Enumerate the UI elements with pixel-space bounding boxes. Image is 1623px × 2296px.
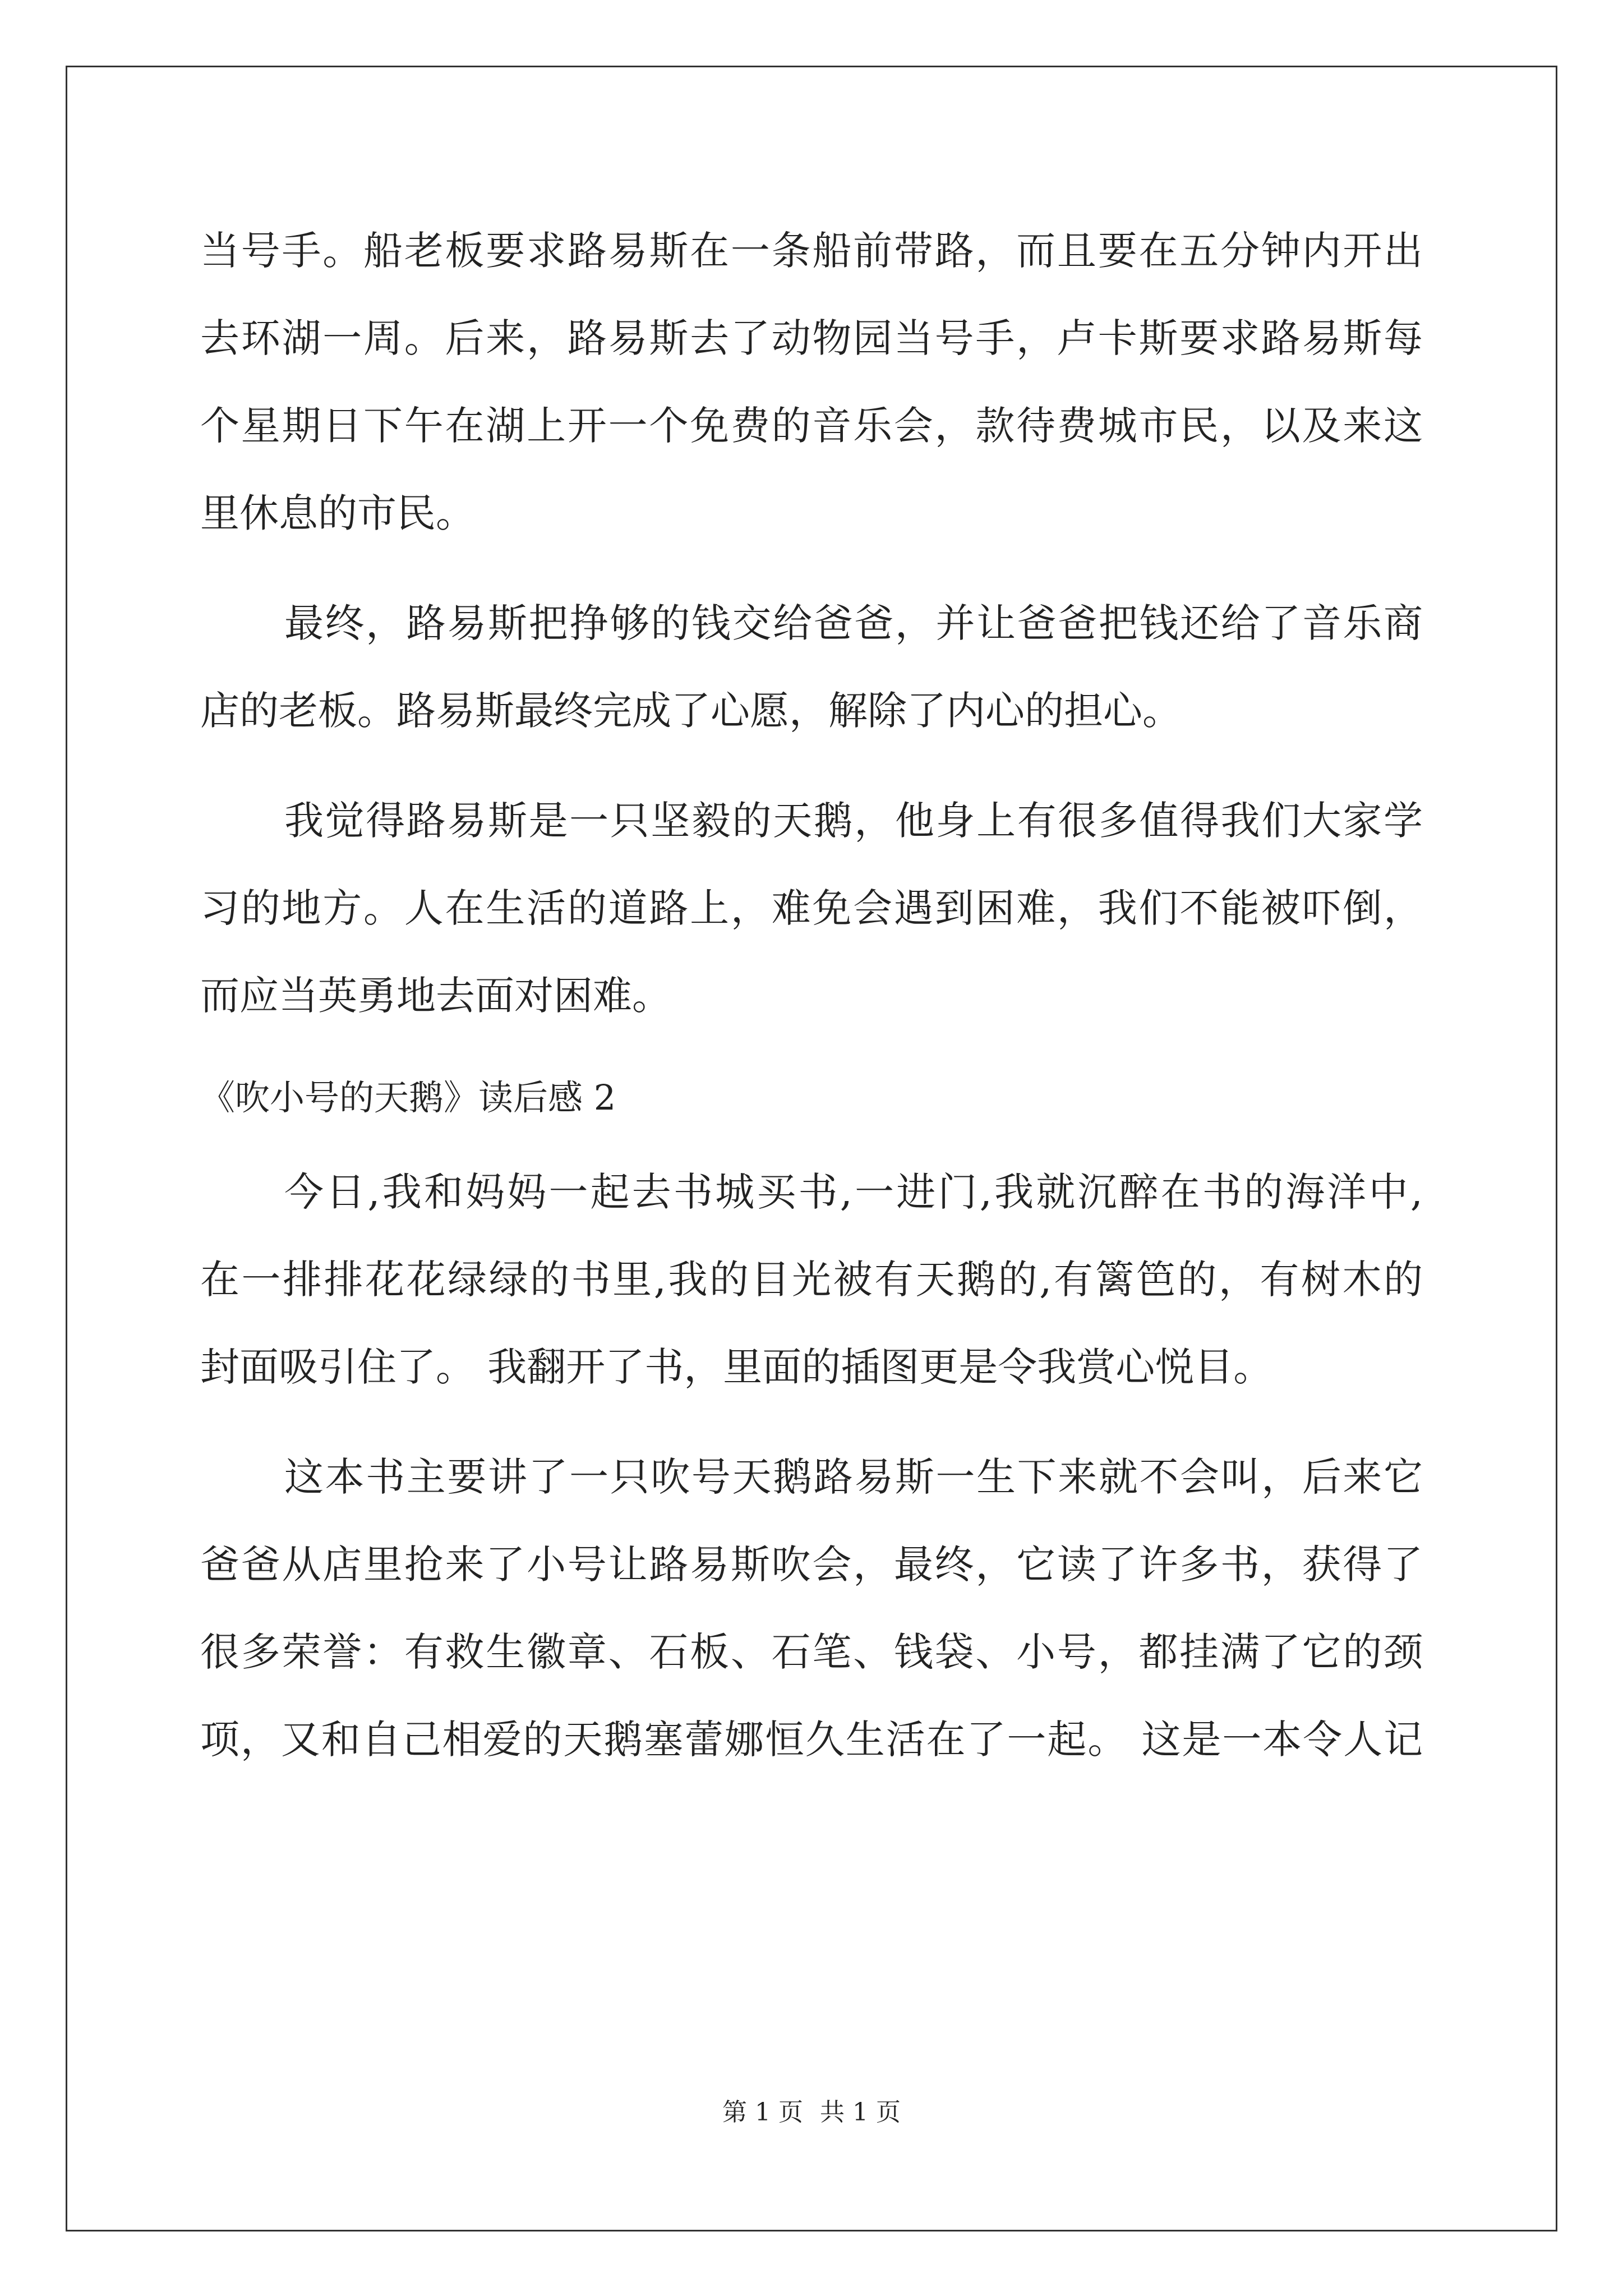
page-footer <box>0 2097 1623 2128</box>
text-line: 项，又和自己相爱的天鹅塞蕾娜恒久生活在了一起。 这是一本令人记 <box>200 1717 1423 1763</box>
paragraph-start-line: 最终，路易斯把挣够的钱交给爸爸，并让爸爸把钱还给了音乐商 <box>284 600 1423 646</box>
text-line: 去环湖一周。后来，路易斯去了动物园当号手，卢卡斯要求路易斯每 <box>200 315 1423 361</box>
text-line: 在一排排花花绿绿的书里,我的目光被有天鹅的,有篱笆的，有树木的 <box>200 1257 1423 1303</box>
page-total: 共 1 页 <box>820 2098 901 2127</box>
text-line: 店的老板。路易斯最终完成了心愿，解除了内心的担心。 <box>200 688 1182 734</box>
page-border <box>66 66 1557 2231</box>
paragraph-start-line: 这本书主要讲了一只吹号天鹅路易斯一生下来就不会叫，后来它 <box>284 1454 1423 1500</box>
text-line: 封面吸引住了。 我翻开了书，里面的插图更是令我赏心悦目。 <box>200 1344 1273 1390</box>
text-line: 习的地方。人在生活的道路上，难免会遇到困难，我们不能被吓倒， <box>200 885 1423 931</box>
page-number: 第 1 页 <box>722 2098 803 2127</box>
paragraph-start-line: 今日,我和妈妈一起去书城买书,一进门,我就沉醉在书的海洋中, <box>284 1169 1423 1215</box>
text-line: 爸爸从店里抢来了小号让路易斯吹会，最终，它读了许多书，获得了 <box>200 1542 1423 1588</box>
section-heading: 《吹小号的天鹅》读后感 2 <box>200 1077 616 1118</box>
text-line: 当号手。船老板要求路易斯在一条船前带路，而且要在五分钟内开出 <box>200 228 1423 274</box>
text-line: 很多荣誉：有救生徽章、石板、石笔、钱袋、小号，都挂满了它的颈 <box>200 1629 1423 1675</box>
text-line: 个星期日下午在湖上开一个免费的音乐会，款待费城市民，以及来这 <box>200 403 1423 449</box>
text-line: 里休息的市民。 <box>200 490 475 536</box>
text-line: 而应当英勇地去面对困难。 <box>200 973 671 1019</box>
paragraph-start-line: 我觉得路易斯是一只坚毅的天鹅，他身上有很多值得我们大家学 <box>284 798 1423 844</box>
